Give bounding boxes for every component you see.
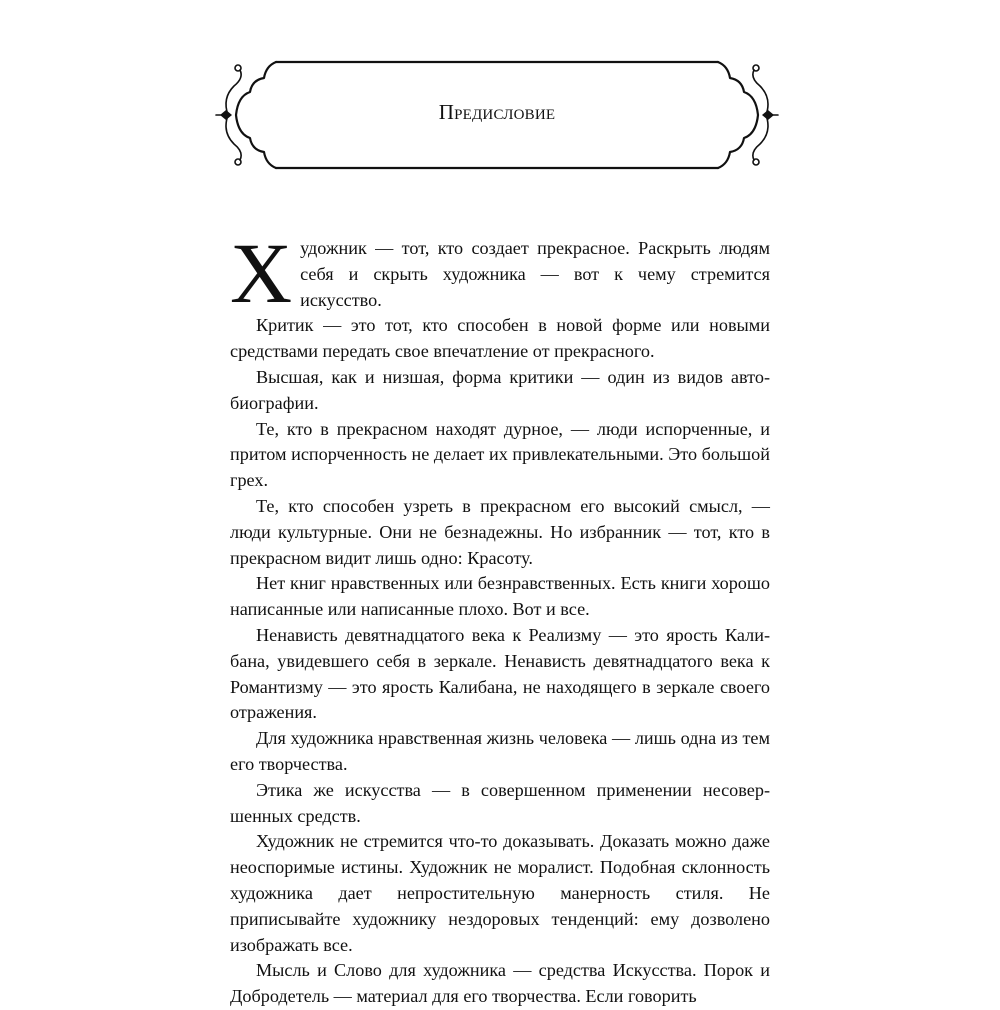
paragraph: Художник не стремится что-то доказывать. Доказать можно даже неоспоримые истины. Художник не моралист. Подобная склонность художника дает непростительную манерность стиля. Не приписывайте художнику нездоровых тенденций: ему дозволено изображать все. — [230, 831, 770, 955]
drop-cap: Х — [230, 225, 293, 321]
paragraph: Нет книг нравственных или безнравственных. Есть книги хорошо написанные или написанные плохо. Вот и все. — [230, 573, 770, 620]
paragraph: Для художника нравственная жизнь человека — лишь одна из тем его творчества. — [230, 728, 770, 774]
paragraph: Высшая, как и низшая, форма критики — один из видов автобиографии. — [230, 366, 770, 413]
body-text — [230, 225, 770, 1010]
paragraph: Те, кто способен узреть в прекрасном его высокий смысл, — люди культурные. Они не безнадежны. Но избранник — тот, кто в прекрасном видит лишь одно: Красоту. — [230, 495, 770, 568]
paragraph: Те, кто в прекрасном находят дурное, — люди испорченные, и притом испорченность не делает их привлекательными. Это большой грех. — [230, 418, 770, 491]
chapter-header-frame — [214, 52, 780, 178]
paragraph: Мысль и Слово для художника — средства Искусства. Порок и Добродетель — материал для его творчества. Если говорить — [230, 960, 770, 1007]
paragraph: Этика же искусства — в совершенном применении несовершенных средств. — [230, 779, 770, 826]
paragraph-text: удожник — тот, кто создает прекрасное. Раскрыть людям себя и скрыть художника — вот к чему стремится искусство. — [300, 238, 770, 310]
paragraph — [230, 225, 770, 321]
paragraph: Критик — это тот, кто способен в новой форме или новыми средствами передать свое впечатление от прекрасного. — [230, 315, 770, 362]
chapter-title: Предисловие — [438, 100, 556, 124]
paragraph: Ненависть девятнадцатого века к Реализму — это ярость Калибана, увидевшего себя в зеркале. Ненависть девятнадцатого века к Романтизму — это ярость Калибана, не находящего в зеркале своего отражения. — [230, 624, 770, 723]
